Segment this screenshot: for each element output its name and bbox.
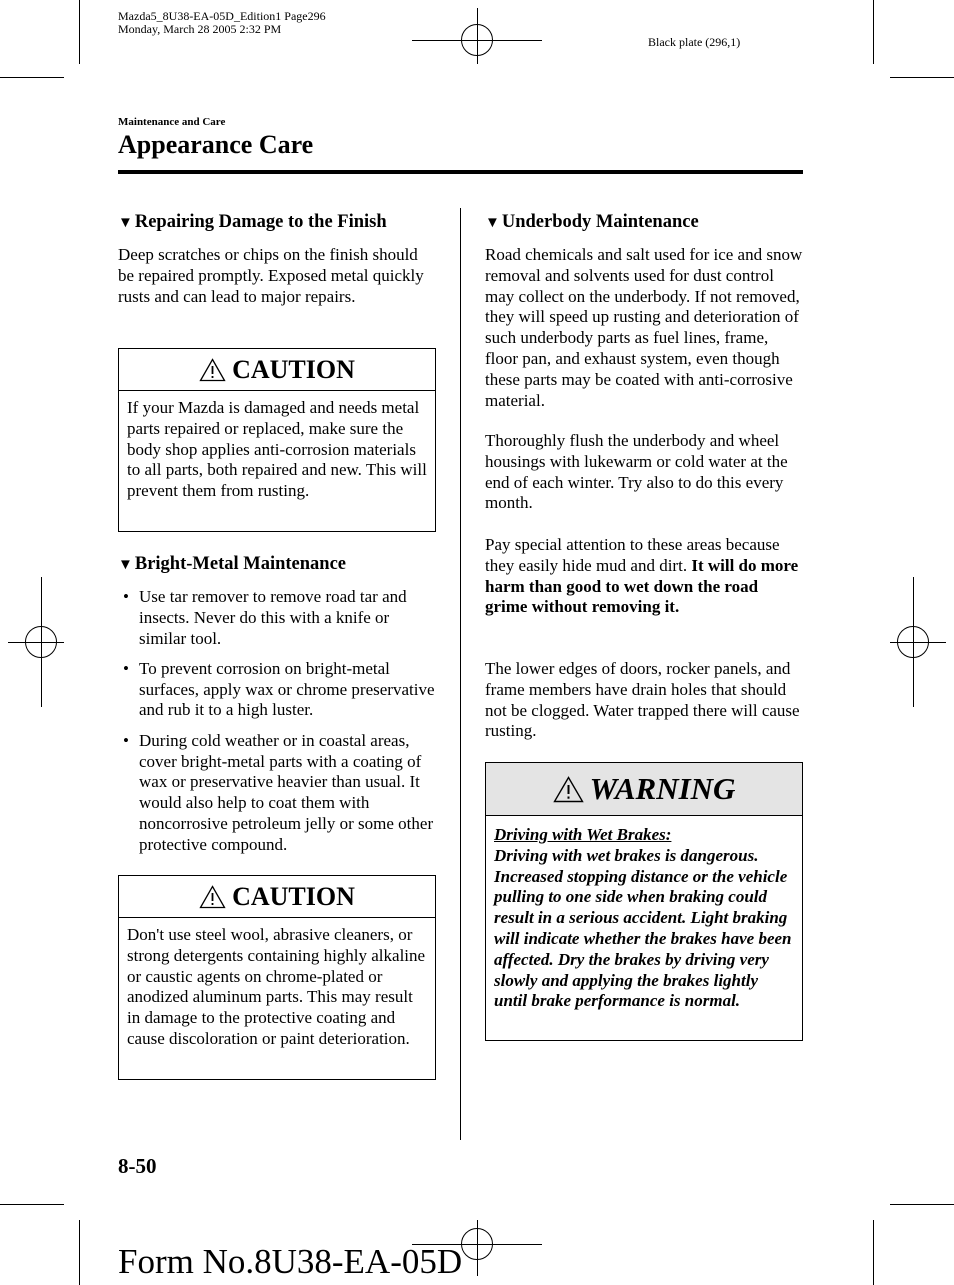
caution-text: Don't use steel wool, abrasive cleaners, or strong detergents containing highly alkaline or caustic agents on chrome-plated or anodized aluminum parts. This may result in damage to the protective coating and cause discoloration or paint deterioration. [127,925,426,1048]
crop-mark [890,77,954,78]
warning-body-text: Driving with wet brakes is dangerous. Increased stopping distance or the vehicle pulling to one side when braking could result in a serious accident. Light braking will indicate whether the brakes have been affected. Dry the brakes by driving very slowly and applying the brakes lightly until brake performance is normal. [494,845,792,1011]
bright-metal-heading [118,553,346,576]
repair-paragraph: Deep scratches or chips on the finish should be repaired promptly. Exposed metal quickly rusts and can lead to major repairs. [118,245,424,306]
underbody-heading-text: Underbody Maintenance [501,212,699,232]
underbody-paragraph-1: Road chemicals and salt used for ice and snow removal and solvents used for dust control may collect on the underbody. If not removed, they will speed up rusting and deterioration of such underbody parts as fuel lines, frame, floor pan, and exhaust system, even though these parts may be coated with anti-corrosive material. [485,245,803,410]
print-info [118,10,326,36]
crop-mark [873,1220,874,1285]
bright-metal-heading-text: Bright-Metal Maintenance [134,554,347,574]
repair-heading [118,211,387,234]
print-info-line1: Mazda5_8U38-EA-05D_Edition1 Page296 [118,9,326,23]
bullet-icon: • [123,730,129,750]
list-item-text: During cold weather or in coastal areas, cover bright-metal parts with a coating of wax or preservative heavier than usual. It would also help to coat them with noncorrosive petroleum jelly or some other protective compound. [139,730,434,854]
section-label: Maintenance and Care [118,116,226,128]
bright-metal-list [118,587,438,865]
caution-label: CAUTION [232,881,355,911]
crop-mark [79,0,80,64]
page-title: Appearance Care [118,130,314,159]
underbody-paragraph-4: The lower edges of doors, rocker panels, and frame members have drain holes that should not be clogged. Water trapped there will cause rusting. [485,659,800,741]
registration-mark-icon [461,24,493,56]
list-item [118,731,438,856]
paragraph-text: Pay special attention to these areas because they easily hide mud and dirt. [485,535,780,575]
registration-mark-icon [25,626,57,658]
list-item [118,587,438,649]
warning-subtitle: Driving with Wet Brakes: [494,825,672,844]
triangle-marker-icon: ▼ [118,215,133,231]
repair-heading-text: Repairing Damage to the Finish [134,212,387,232]
bullet-icon: • [123,587,129,606]
caution-box-2 [118,875,436,1080]
triangle-marker-icon: ▼ [118,557,133,573]
warning-header [486,763,802,816]
crop-mark [890,1204,954,1205]
underbody-paragraph-3 [485,535,803,618]
list-item-text: Use tar remover to remove road tar and insects. Never do this with a knife or similar tool. [139,587,407,648]
print-info-line2: Monday, March 28 2005 2:32 PM [118,22,282,36]
underbody-paragraph-2: Thoroughly flush the underbody and wheel housings with lukewarm or cold water at the end of each winter. Try also to do this every month. [485,431,788,513]
caution-box-1 [118,348,436,532]
crop-mark [79,1220,80,1285]
list-item-text: To prevent corrosion on bright-metal surfaces, apply wax or chrome preservative and rub it to a high luster. [139,658,435,720]
registration-mark-icon [897,626,929,658]
caution-header [119,876,435,918]
title-rule [118,170,803,174]
warning-text [486,816,802,1012]
warning-triangle-icon [553,776,584,803]
registration-mark-icon [461,1228,493,1260]
plate-label: Black plate (296,1) [648,35,741,49]
page-number: 8-50 [118,1154,157,1178]
paragraph-bold-text: It will do more harm than good to wet down the road grime without removing it. [485,555,799,617]
column-divider [460,208,461,1140]
crop-mark [0,77,64,78]
triangle-marker-icon: ▼ [485,215,500,231]
caution-text: If your Mazda is damaged and needs metal parts repaired or replaced, make sure the body shop applies anti-corrosion materials to all parts, both repaired and new. This will prevent them from rusting. [127,398,427,501]
list-item [118,659,438,721]
warning-box [485,762,803,1041]
warning-triangle-icon [199,358,226,382]
warning-label: WARNING [589,771,736,806]
warning-triangle-icon [199,885,226,909]
underbody-heading [485,211,699,234]
bullet-icon: • [123,658,129,678]
crop-mark [873,0,874,64]
form-number: Form No.8U38-EA-05D [118,1242,463,1281]
crop-mark [0,1204,64,1205]
caution-header [119,349,435,391]
caution-label: CAUTION [232,354,355,384]
